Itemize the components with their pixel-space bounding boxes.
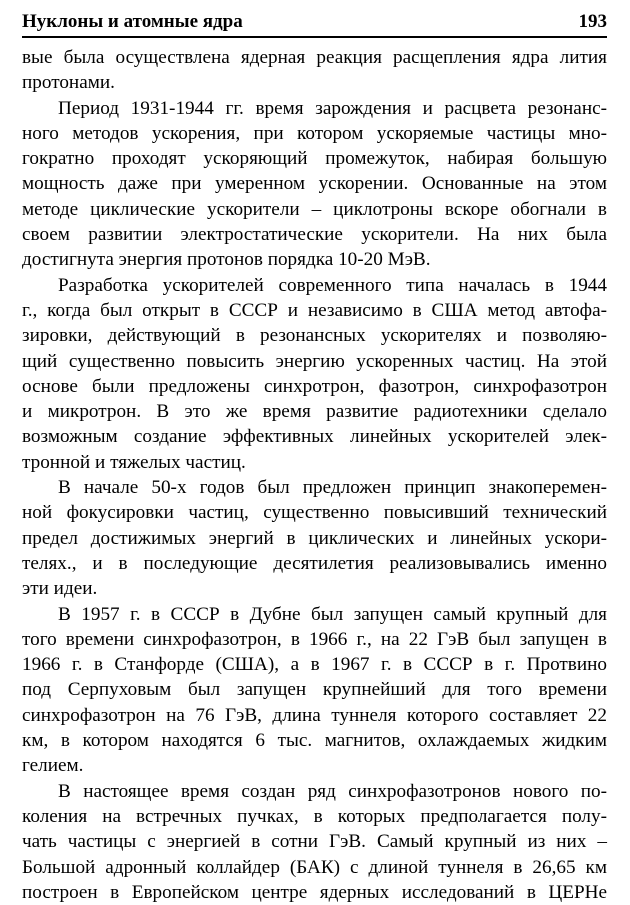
text-line: В 1957 г. в СССР в Дубне был запущен самый крупный для [58,603,607,625]
text-line: построен в Европейском центре ядерных исследований в ЦЕРНе [22,881,607,903]
text-line: Период 1931-1944 гг. время зарождения и расцвета резонанс- [58,97,607,119]
text-line: Разработка ускорителей современного типа началась в 1944 [58,274,607,296]
text-line: мощность даже при умеренном ускорении. Основанные на этом [22,173,607,195]
text-line: вые была осуществлена ядерная реакция расщепления ядра лития [22,47,607,68]
text-line: основе были предложены синхротрон, фазотрон, синхрофазотрон [22,375,607,397]
paragraph-6 [22,779,607,905]
paragraph-4 [22,475,607,601]
text-line: того времени синхрофазотрон, в 1966 г., на 22 ГэВ был запущен в [22,628,607,650]
text-line: коления на встречных пучках, в которых предполагается полу- [22,805,607,827]
body-text [22,45,607,905]
text-line: эти идеи. [22,578,98,600]
text-line: протонами. [22,72,115,94]
text-line: гократно проходят ускоряющий промежуток, набирая большую [22,148,607,170]
paragraph-3 [22,273,607,475]
text-line: зировки, действующий в резонансных ускорителях и позволяю- [22,325,607,347]
text-line: тронной и тяжелых частиц. [22,451,246,473]
text-line: ной фокусировки частиц, существенно повысивший технический [22,502,607,524]
text-line: Большой адронный коллайдер (БАК) с длиной туннеля в 26,65 км [22,856,607,878]
paragraph-1 [22,45,607,96]
text-line: синхрофазотрон на 76 ГэВ, длина туннеля которого составляет 22 [22,704,607,726]
text-line: 1966 г. в Станфорде (США), а в 1967 г. в СССР в г. Протвино [22,654,607,676]
text-line: предел достижимых энергий в циклических и линейных ускори- [22,527,607,549]
paragraph-2 [22,96,607,273]
text-line: В начале 50-х годов был предложен принцип знакоперемен- [58,477,607,499]
text-line: возможным создание эффективных линейных ускорителей элек- [22,426,607,448]
paragraph-5 [22,602,607,779]
text-line: В настоящее время создан ряд синхрофазотронов нового по- [58,780,607,802]
text-line: чать частицы с энергией в сотни ГэВ. Самый крупный из них – [22,831,607,853]
text-line: г., когда был открыт в СССР и независимо в США метод автофа- [22,299,607,321]
text-line: достигнута энергия протонов порядка 10-20 МэВ. [22,249,431,271]
text-line: своем развитии электростатические ускорители. На них была [22,224,607,246]
text-line: гелием. [22,755,84,777]
text-line: телях., и в последующие десятилетия реализовывались именно [22,552,607,574]
text-line: км, в котором находятся 6 тыс. магнитов, охлаждаемых жидким [22,730,607,752]
text-line: щий существенно повысить энергию ускоренных частиц. На этой [22,350,607,372]
running-header [22,10,607,38]
text-line: методе циклические ускорители – циклотроны вскоре обогнали в [22,198,607,220]
text-line: под Серпуховым был запущен крупнейший для того времени [22,679,607,701]
page-number: 193 [578,11,607,32]
text-line: и микротрон. В это же время развитие радиотехники сделало [22,401,607,423]
header-title: Нуклоны и атомные ядра [22,11,243,32]
text-line: ного методов ускорения, при котором ускоряемые частицы мно- [22,122,607,144]
